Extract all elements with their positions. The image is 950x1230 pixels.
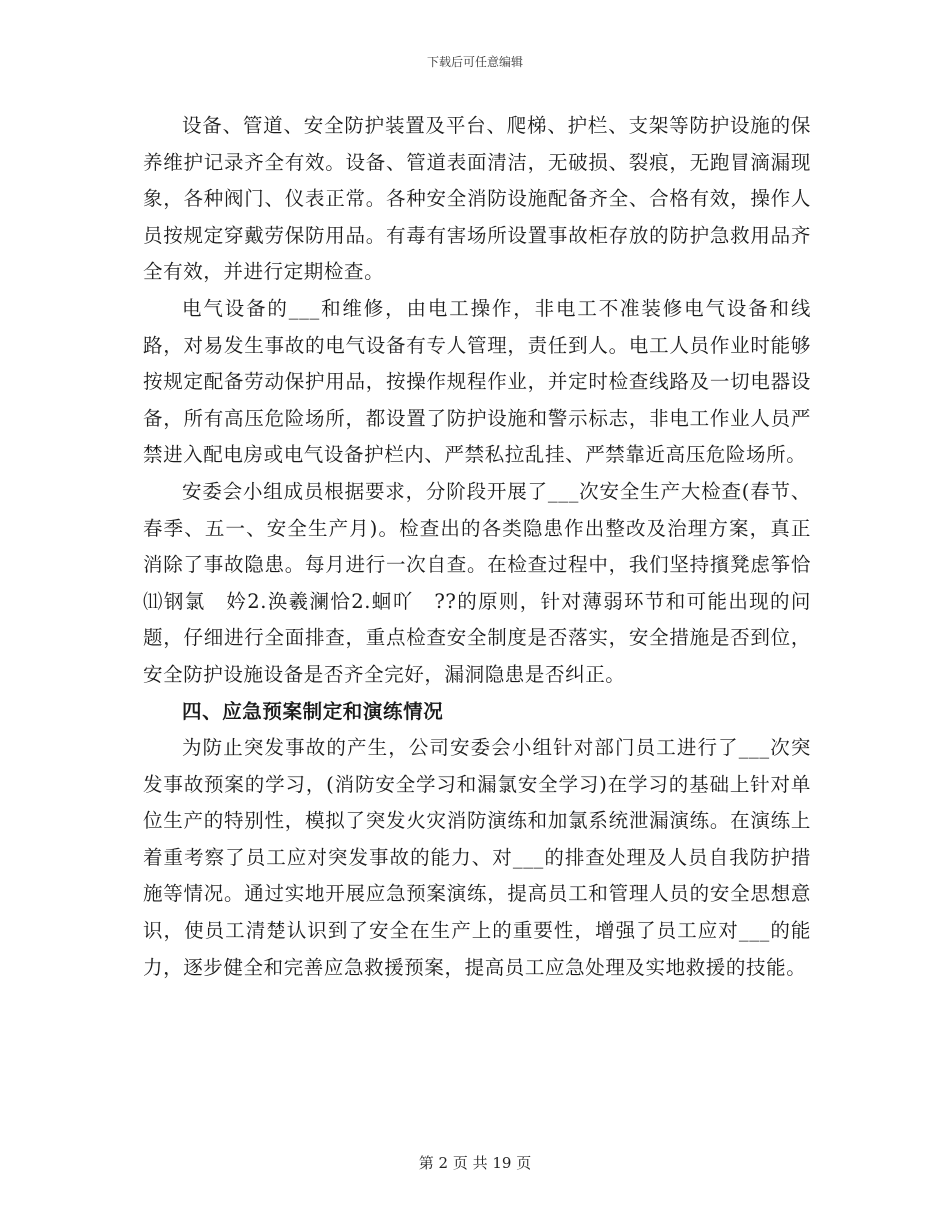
paragraph-emergency-drills: 为防止突发事故的产生，公司安委会小组针对部门员工进行了___次突发事故预案的学习，(消防安全学习和漏氯安全学习)在学习的基础上针对单位生产的特别性，模拟了突发火灾消防演练和加氯系统泄漏演练。在演练上着重考察了员工应对突发事故的能力、对___的排查处理及人员自我防护措施等情况。通过实地开展应急预案演练，提高员工和管理人员的安全思想意识，使员工清楚认识到了安全在生产上的重要性，增强了员工应对___的能力，逐步健全和完善应急救援预案，提高员工应急处理及实地救援的技能。 (143, 736, 811, 979)
page-number-footer: 第 2 页 共 19 页 (418, 1154, 532, 1172)
document-body (143, 108, 811, 986)
page-header-note: 下载后可任意编辑 (426, 55, 523, 69)
paragraph-electrical-safety: 电气设备的___和维修，由电工操作，非电工不准装修电气设备和线路，对易发生事故的电气设备有专人管理，责任到人。电工人员作业时能够按规定配备劳动保护用品，按操作规程作业，并定时检查线路及一切电器设备，所有高压危险场所，都设置了防护设施和警示标志，非电工作业人员严禁进入配电房或电气设备护栏内、严禁私拉乱挂、严禁靠近高压危险场所。 (143, 296, 811, 467)
paragraph-safety-inspection: 安委会小组成员根据要求，分阶段开展了___次安全生产大检查(春节、春季、五一、安全生产月)。检查出的各类隐患作出整改及治理方案，真正消除了事故隐患。每月进行一次自查。在检查过程中，我们坚持擯凳虑筝恰⑾钢氯 妗2.涣羲澜恰2.蛔吖 ??的原则，针对薄弱环节和可能出现的问题，仔细进行全面排查，重点检查安全制度是否落实，安全措施是否到位，安全防护设施设备是否齐全完好，漏洞隐患是否纠正。 (143, 479, 811, 686)
section-heading-emergency-plan: 四、应急预案制定和演练情况 (182, 699, 444, 723)
paragraph-equipment-maintenance: 设备、管道、安全防护装置及平台、爬梯、护栏、支架等防护设施的保养维护记录齐全有效。设备、管道表面清洁，无破损、裂痕，无跑冒滴漏现象，各种阀门、仪表正常。各种安全消防设施配备齐全、合格有效，操作人员按规定穿戴劳保防用品。有毒有害场所设置事故柜存放的防护急救用品齐全有效，并进行定期检查。 (143, 114, 811, 284)
